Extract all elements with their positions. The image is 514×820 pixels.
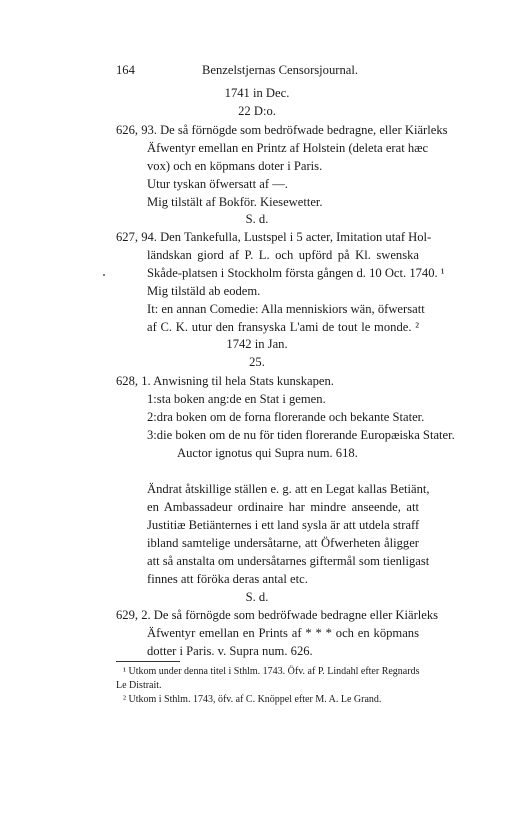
entry-line: af C. K. utur den fransyska L'ami de tout le monde. ² — [147, 320, 419, 334]
entry-line: It: en annan Comedie: Alla menniskiors wän, öfwersatt — [147, 302, 425, 316]
entry-line: ländskan giord af P. L. och upförd på Kl. swenska — [147, 248, 419, 262]
margin-mark — [103, 274, 105, 276]
running-title: Benzelstjernas Censorsjournal. — [202, 63, 358, 77]
date-heading: S. d. — [245, 590, 269, 604]
remark-line: ibland samtelige undersåtarne, att Öfwerheten åligger — [147, 536, 419, 550]
date-heading: 1742 in Jan. — [226, 337, 288, 351]
remark-line: att så anstalta om undersåtarnes giftermål som tienligast — [147, 554, 430, 568]
date-heading: 1741 in Dec. — [224, 86, 290, 100]
footnote: Le Distrait. — [116, 680, 162, 691]
entry-line: Mig tilstält af Bokför. Kiesewetter. — [147, 195, 323, 209]
entry-line: Auctor ignotus qui Supra num. 618. — [177, 446, 358, 460]
footnote: ² Utkom i Sthlm. 1743, öfv. af C. Knöppel efter M. A. Le Grand. — [123, 694, 382, 705]
remark-line: Justitiæ Betiänternes i ett land sysla är att utdela straff — [147, 518, 420, 532]
remark-line: Ändrat åtskillige ställen e. g. att en Legat kallas Betiänt, — [147, 482, 430, 496]
entry-line: vox) och en köpmans doter i Paris. — [147, 159, 323, 173]
entry-line: 626, 93. De så förnögde som bedröfwade bedragne, eller Kiärleks — [116, 123, 448, 137]
entry-line: Skåde-platsen i Stockholm första gången d. 10 Oct. 1740. ¹ — [147, 266, 445, 280]
page-number: 164 — [116, 63, 135, 77]
remark-line: finnes att föröka deras antal etc. — [147, 572, 308, 586]
date-subheading: 25. — [249, 355, 265, 369]
date-heading: S. d. — [245, 212, 269, 226]
footnote-rule — [116, 661, 180, 662]
date-subheading: 22 D:o. — [238, 104, 276, 118]
entry-line: Utur tyskan öfwersatt af —. — [147, 177, 288, 191]
entry-line: Äfwentyr emellan en Prints af * * * och en köpmans — [147, 626, 419, 640]
entry-line: 628, 1. Anwisning til hela Stats kunskapen. — [116, 374, 334, 388]
entry-line: 627, 94. Den Tankefulla, Lustspel i 5 acter, Imitation utaf Hol- — [116, 230, 432, 244]
remark-line: en Ambassadeur ordinaire har mindre anseende, att — [147, 500, 419, 514]
entry-line: 3:die boken om de nu för tiden florerande Europæiska Stater. — [147, 428, 455, 442]
entry-line: 629, 2. De så förnögde som bedröfwade bedragne eller Kiärleks — [116, 608, 439, 622]
entry-line: dotter i Paris. v. Supra num. 626. — [147, 644, 313, 658]
entry-line: 1:sta boken ang:de en Stat i gemen. — [147, 392, 326, 406]
entry-line: 2:dra boken om de forna florerande och bekante Stater. — [147, 410, 425, 424]
entry-line: Mig tilstäld ab eodem. — [147, 284, 261, 298]
footnote: ¹ Utkom under denna titel i Sthlm. 1743. Öfv. af P. Lindahl efter Regnards — [123, 666, 420, 677]
entry-line: Äfwentyr emellan en Printz af Holstein (deleta erat hæc — [147, 141, 429, 155]
